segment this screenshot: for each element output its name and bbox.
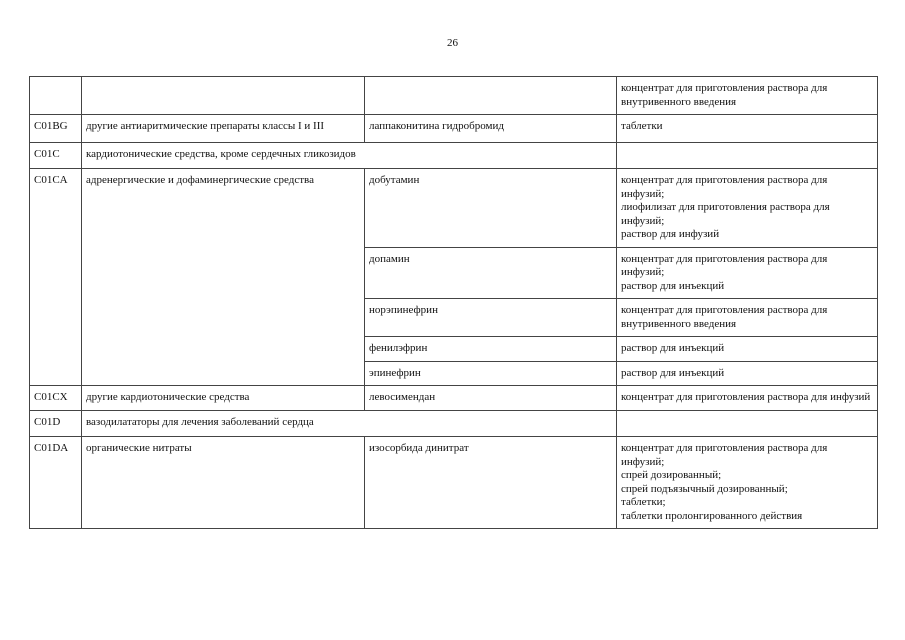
- drug-cell: [365, 77, 617, 115]
- form-cell: раствор для инъекций: [617, 337, 878, 362]
- form-cell: таблетки: [617, 115, 878, 143]
- drug-table: [29, 76, 878, 529]
- atc-code-cell: C01CA: [30, 169, 82, 386]
- group-cell: другие кардиотонические средства: [82, 386, 365, 411]
- atc-code-cell: C01D: [30, 410, 82, 437]
- table-row: [30, 115, 878, 143]
- table-row: [30, 169, 878, 248]
- form-cell: [617, 410, 878, 437]
- group-cell: [82, 77, 365, 115]
- form-cell: концентрат для приготовления раствора для инфузий: [617, 386, 878, 411]
- form-cell: концентрат для приготовления раствора для инфузий; лиофилизат для приготовления раствора для инфузий; раствор для инфузий: [617, 169, 878, 248]
- group-cell: органические нитраты: [82, 437, 365, 529]
- drug-cell: норэпинефрин: [365, 299, 617, 337]
- drug-cell: лаппаконитина гидробромид: [365, 115, 617, 143]
- atc-code-cell: C01CX: [30, 386, 82, 411]
- drug-cell: изосорбида динитрат: [365, 437, 617, 529]
- form-cell: концентрат для приготовления раствора для инфузий; спрей дозированный; спрей подъязычный дозированный; таблетки; таблетки пролонгированного действия: [617, 437, 878, 529]
- group-cell: другие антиаритмические препараты классы I и III: [82, 115, 365, 143]
- drug-cell: левосимендан: [365, 386, 617, 411]
- atc-code-cell: C01BG: [30, 115, 82, 143]
- table-row: [30, 437, 878, 529]
- drug-cell: добутамин: [365, 169, 617, 248]
- form-cell: концентрат для приготовления раствора для инфузий; раствор для инъекций: [617, 247, 878, 299]
- table-row: [30, 142, 878, 169]
- drug-cell: допамин: [365, 247, 617, 299]
- form-cell: концентрат для приготовления раствора для внутривенного введения: [617, 299, 878, 337]
- page-number: 26: [447, 37, 458, 49]
- group-cell: вазодилататоры для лечения заболеваний сердца: [82, 410, 617, 437]
- drug-cell: эпинефрин: [365, 361, 617, 386]
- form-cell: раствор для инъекций: [617, 361, 878, 386]
- table-row: [30, 386, 878, 411]
- form-cell: [617, 142, 878, 169]
- table-row: [30, 77, 878, 115]
- group-cell: адренергические и дофаминергические средства: [82, 169, 365, 386]
- drug-cell: фенилэфрин: [365, 337, 617, 362]
- atc-code-cell: C01DA: [30, 437, 82, 529]
- form-cell: концентрат для приготовления раствора для внутривенного введения: [617, 77, 878, 115]
- atc-code-cell: [30, 77, 82, 115]
- group-cell: кардиотонические средства, кроме сердечных гликозидов: [82, 142, 617, 169]
- atc-code-cell: C01C: [30, 142, 82, 169]
- table-row: [30, 410, 878, 437]
